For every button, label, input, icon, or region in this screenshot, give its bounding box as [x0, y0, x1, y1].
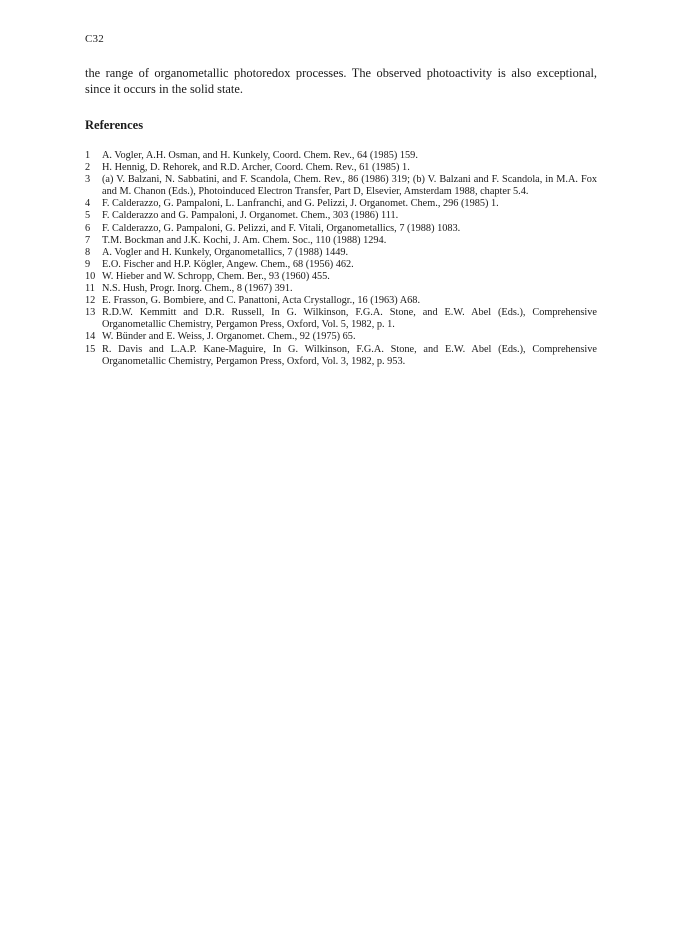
reference-item	[85, 283, 597, 295]
reference-number: 6	[85, 222, 91, 234]
reference-text: E.O. Fischer and H.P. Kögler, Angew. Chem., 68 (1956) 462.	[102, 258, 354, 270]
reference-text: F. Calderazzo, G. Pampaloni, L. Lanfranchi, and G. Pelizzi, J. Organomet. Chem., 296 (1985) 1.	[102, 198, 499, 210]
references-list	[85, 150, 597, 368]
reference-text: H. Hennig, D. Rehorek, and R.D. Archer, Coord. Chem. Rev., 61 (1985) 1.	[102, 162, 410, 174]
body-paragraph: the range of organometallic photoredox processes. The observed photoactivity is also exceptional, since it occurs in the solid state.	[85, 66, 597, 96]
reference-text: R. Davis and L.A.P. Kane-Maguire, In G. Wilkinson, F.G.A. Stone, and E.W. Abel (Eds.), Comprehensive Organometallic Chemistry, Pergamon Press, Oxford, Vol. 3, 1982, p. 953.	[102, 343, 597, 367]
reference-number: 10	[85, 270, 96, 282]
reference-item	[85, 307, 597, 331]
reference-number: 13	[85, 307, 96, 319]
reference-number: 4	[85, 198, 91, 210]
reference-text: R.D.W. Kemmitt and D.R. Russell, In G. Wilkinson, F.G.A. Stone, and E.W. Abel (Eds.), Comprehensive Organometallic Chemistry, Pergamon Press, Oxford, Vol. 5, 1982, p. 1.	[102, 307, 597, 331]
reference-item	[85, 259, 597, 271]
reference-item	[85, 174, 597, 198]
page-number: C32	[85, 33, 104, 45]
reference-text: E. Frasson, G. Bombiere, and C. Panattoni, Acta Crystallogr., 16 (1963) A68.	[102, 295, 421, 307]
reference-text: A. Vogler, A.H. Osman, and H. Kunkely, Coord. Chem. Rev., 64 (1985) 159.	[102, 150, 418, 161]
reference-number: 15	[85, 343, 96, 355]
reference-number: 2	[85, 162, 91, 174]
reference-item	[85, 295, 597, 307]
reference-item	[85, 331, 597, 343]
reference-item	[85, 198, 597, 210]
reference-number: 9	[85, 258, 91, 270]
reference-item	[85, 247, 597, 259]
reference-item	[85, 235, 597, 247]
reference-text: F. Calderazzo and G. Pampaloni, J. Organomet. Chem., 303 (1986) 111.	[102, 210, 399, 222]
reference-item	[85, 271, 597, 283]
reference-item	[85, 162, 597, 174]
reference-item	[85, 150, 597, 162]
reference-text: (a) V. Balzani, N. Sabbatini, and F. Scandola, Chem. Rev., 86 (1986) 319; (b) V. Balzani and F. Scandola, in M.A. Fox and M. Chanon (Eds.), Photoinduced Electron Transfer, Part D, Elsevier, Amsterdam 1988, chapter 5.4.	[102, 174, 597, 198]
reference-number: 1	[85, 150, 91, 161]
reference-item	[85, 344, 597, 368]
reference-text: W. Hieber and W. Schropp, Chem. Ber., 93 (1960) 455.	[102, 270, 330, 282]
reference-text: N.S. Hush, Progr. Inorg. Chem., 8 (1967) 391.	[102, 283, 293, 295]
reference-number: 7	[85, 234, 91, 246]
reference-number: 12	[85, 295, 96, 307]
reference-text: A. Vogler and H. Kunkely, Organometallics, 7 (1988) 1449.	[102, 246, 349, 258]
reference-number: 14	[85, 331, 96, 343]
reference-text: T.M. Bockman and J.K. Kochi, J. Am. Chem. Soc., 110 (1988) 1294.	[102, 234, 387, 246]
reference-number: 8	[85, 246, 91, 258]
reference-item	[85, 210, 597, 222]
reference-number: 11	[85, 283, 95, 295]
reference-item	[85, 223, 597, 235]
reference-number: 5	[85, 210, 91, 222]
references-heading: References	[85, 118, 144, 132]
reference-text: F. Calderazzo, G. Pampaloni, G. Pelizzi, and F. Vitali, Organometallics, 7 (1988) 1083.	[102, 222, 461, 234]
reference-number: 3	[85, 174, 91, 186]
reference-text: W. Bünder and E. Weiss, J. Organomet. Chem., 92 (1975) 65.	[102, 331, 356, 343]
